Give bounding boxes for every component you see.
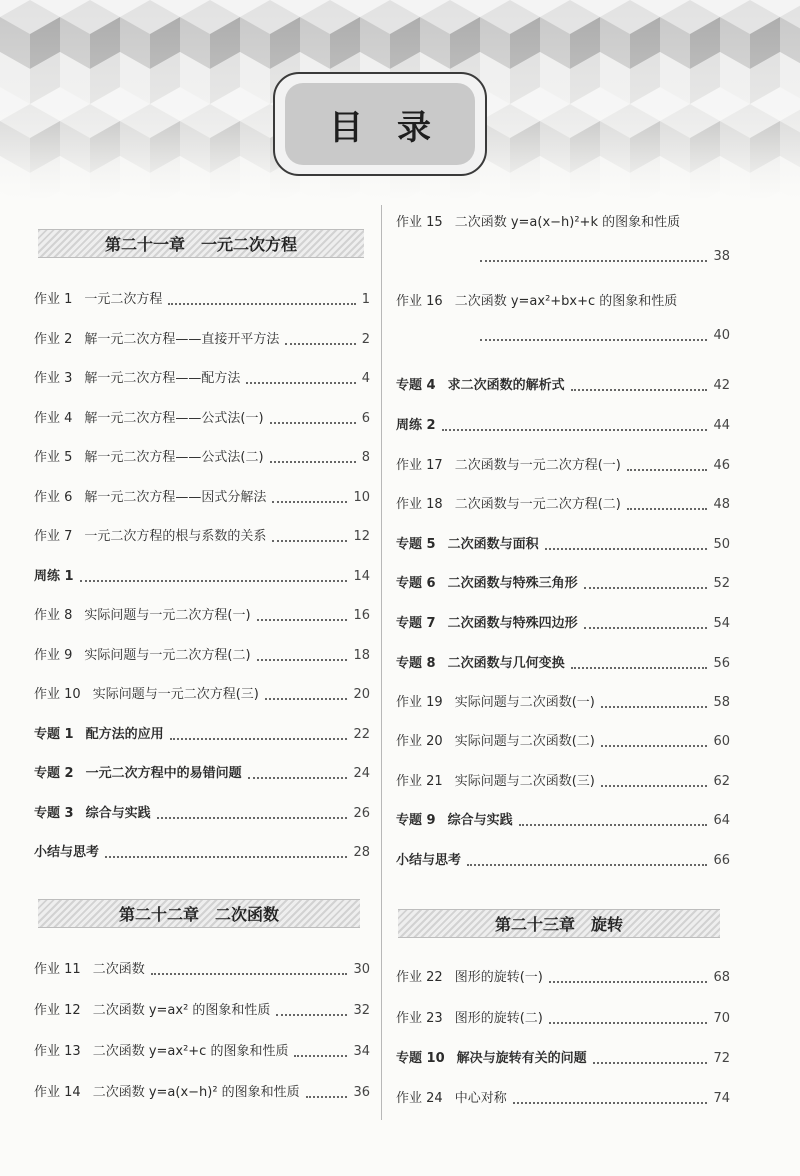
entry-page: 58: [713, 695, 730, 710]
dot-leader: [270, 422, 356, 424]
entry-number: 作业 8: [34, 608, 73, 623]
entry-title: 实际问题与二次函数(三): [454, 774, 595, 789]
toc-entry[interactable]: [34, 522, 370, 546]
entry-number: 作业 14: [34, 1085, 81, 1100]
entry-page: 20: [353, 687, 370, 702]
entry-page: 56: [713, 656, 730, 671]
dot-leader: [480, 339, 707, 341]
entry-page: 6: [361, 411, 370, 426]
dot-leader: [519, 824, 708, 826]
toc-entry[interactable]: [396, 1004, 730, 1028]
entry-page: 16: [353, 608, 370, 623]
entry-page: 30: [353, 962, 370, 977]
entry-page: 18: [353, 648, 370, 663]
dot-leader: [276, 1014, 347, 1016]
entry-number: 作业 6: [34, 490, 73, 505]
toc-entry[interactable]: [34, 1078, 370, 1102]
chapter-title: 第二十一章 一元二次方程: [104, 235, 297, 254]
entry-page: 66: [713, 853, 730, 868]
toc-entry[interactable]: [396, 1084, 730, 1108]
dot-leader: [571, 667, 708, 669]
entry-title: 二次函数 y=ax²+bx+c 的图象和性质: [454, 294, 678, 309]
entry-number: 作业 18: [396, 497, 443, 512]
entry-number: 专题 10: [396, 1051, 445, 1066]
entry-page: 1: [361, 292, 370, 307]
dot-leader: [627, 508, 708, 510]
entry-number: 专题 8: [396, 656, 436, 671]
entry-title: 综合与实践: [447, 813, 513, 828]
dot-leader: [105, 856, 347, 858]
toc-entry[interactable]: [34, 799, 370, 823]
entry-number: 作业 22: [396, 970, 443, 985]
right-toc-column: [396, 0, 730, 1176]
entry-title: 一元二次方程中的易错问题: [85, 766, 242, 781]
entry-title: 图形的旋转(二): [454, 1011, 543, 1026]
entry-page: 2: [361, 332, 370, 347]
toc-entry[interactable]: [34, 680, 370, 704]
entry-title: 二次函数 y=ax² 的图象和性质: [92, 1003, 271, 1018]
entry-page: 54: [713, 616, 730, 631]
entry-number: 作业 12: [34, 1003, 81, 1018]
dot-leader: [545, 548, 708, 550]
entry-title: 实际问题与一元二次方程(二): [84, 648, 251, 663]
entry-page: 22: [353, 727, 370, 742]
entry-page: 34: [353, 1044, 370, 1059]
entry-number: 小结与思考: [396, 853, 462, 868]
entry-title: 二次函数与特殊四边形: [447, 616, 578, 631]
entry-number: 作业 13: [34, 1044, 81, 1059]
dot-leader: [480, 260, 707, 262]
toc-entry[interactable]: [34, 285, 370, 309]
entry-number: 专题 7: [396, 616, 436, 631]
dot-leader: [513, 1102, 708, 1104]
dot-leader: [272, 540, 347, 542]
dot-leader: [270, 461, 356, 463]
entry-title: 二次函数 y=a(x−h)² 的图象和性质: [92, 1085, 300, 1100]
entry-title: 二次函数 y=ax²+c 的图象和性质: [92, 1044, 289, 1059]
entry-number: 周练 1: [34, 569, 74, 584]
dot-leader: [248, 777, 348, 779]
chapter-title: 第二十三章 旋转: [494, 915, 623, 934]
entry-title: 解一元二次方程——公式法(一): [84, 411, 264, 426]
entry-page: 42: [713, 378, 730, 393]
dot-leader: [257, 659, 348, 661]
entry-title: 综合与实践: [85, 806, 151, 821]
entry-page: 74: [713, 1091, 730, 1106]
toc-entry[interactable]: [34, 1037, 370, 1061]
dot-leader: [157, 817, 348, 819]
entry-page: 36: [353, 1085, 370, 1100]
toc-entry[interactable]: [396, 649, 730, 673]
entry-title: 图形的旋转(一): [454, 970, 543, 985]
toc-entry[interactable]: [34, 720, 370, 744]
toc-entry[interactable]: [396, 846, 730, 870]
toc-entry[interactable]: [396, 411, 730, 435]
toc-entry[interactable]: [396, 569, 730, 593]
entry-title: 一元二次方程: [84, 292, 163, 307]
entry-number: 作业 16: [396, 294, 443, 309]
entry-page: 44: [713, 418, 730, 433]
entry-page: 32: [353, 1003, 370, 1018]
entry-page: 62: [713, 774, 730, 789]
left-toc-column: [34, 0, 370, 1176]
entry-title: 解一元二次方程——配方法: [84, 371, 241, 386]
entry-title: 实际问题与一元二次方程(一): [84, 608, 251, 623]
toc-entry[interactable]: [34, 601, 370, 625]
toc-entry[interactable]: [396, 293, 730, 345]
entry-number: 专题 9: [396, 813, 436, 828]
dot-leader: [584, 587, 708, 589]
toc-entry[interactable]: [34, 838, 370, 862]
entry-page: 10: [353, 490, 370, 505]
dot-leader: [257, 619, 348, 621]
page-title: 目录: [329, 107, 465, 148]
column-divider: [381, 205, 382, 1120]
toc-entry[interactable]: [34, 759, 370, 783]
entry-number: 作业 15: [396, 215, 443, 230]
dot-leader: [246, 382, 355, 384]
toc-entry[interactable]: [396, 530, 730, 554]
entry-page: 26: [353, 806, 370, 821]
entry-number: 作业 7: [34, 529, 73, 544]
entry-page: 72: [713, 1051, 730, 1066]
dot-leader: [170, 738, 348, 740]
entry-title: 中心对称: [454, 1091, 507, 1106]
entry-number: 专题 1: [34, 727, 74, 742]
dot-leader: [306, 1096, 348, 1098]
toc-entry[interactable]: [396, 688, 730, 712]
toc-entry[interactable]: [34, 996, 370, 1020]
dot-leader: [467, 864, 707, 866]
entry-title: 一元二次方程的根与系数的关系: [84, 529, 267, 544]
entry-title: 二次函数与几何变换: [447, 656, 565, 671]
toc-entry[interactable]: [34, 955, 370, 979]
toc-entry[interactable]: [34, 562, 370, 586]
entry-page: 8: [361, 450, 370, 465]
dot-leader: [549, 981, 708, 983]
entry-title: 二次函数与一元二次方程(二): [454, 497, 621, 512]
entry-number: 作业 3: [34, 371, 73, 386]
dot-leader: [442, 429, 708, 431]
dot-leader: [593, 1062, 708, 1064]
entry-title: 实际问题与二次函数(一): [454, 695, 595, 710]
entry-title: 二次函数: [92, 962, 145, 977]
entry-number: 作业 24: [396, 1091, 443, 1106]
entry-title: 二次函数与一元二次方程(一): [454, 458, 621, 473]
toc-entry[interactable]: [396, 490, 730, 514]
entry-title: 解一元二次方程——因式分解法: [84, 490, 267, 505]
dot-leader: [80, 580, 348, 582]
dot-leader: [151, 973, 348, 975]
dot-leader: [601, 745, 708, 747]
toc-entry[interactable]: [396, 806, 730, 830]
entry-title: 解决与旋转有关的问题: [456, 1051, 587, 1066]
entry-title: 二次函数与面积: [447, 537, 539, 552]
toc-entry[interactable]: [396, 727, 730, 751]
dot-leader: [265, 698, 348, 700]
entry-number: 作业 19: [396, 695, 443, 710]
entry-page: 24: [353, 766, 370, 781]
toc-entry[interactable]: [396, 767, 730, 791]
entry-page: 52: [713, 576, 730, 591]
entry-number: 专题 5: [396, 537, 436, 552]
entry-number: 专题 3: [34, 806, 74, 821]
toc-entry[interactable]: [34, 443, 370, 467]
entry-page: 48: [713, 497, 730, 512]
entry-page: 64: [713, 813, 730, 828]
entry-number: 作业 9: [34, 648, 73, 663]
entry-number: 作业 20: [396, 734, 443, 749]
entry-title: 二次函数 y=a(x−h)²+k 的图象和性质: [454, 215, 681, 230]
toc-entry[interactable]: [396, 963, 730, 987]
toc-entry[interactable]: [396, 609, 730, 633]
entry-page: 40: [713, 328, 730, 343]
entry-number: 作业 23: [396, 1011, 443, 1026]
entry-number: 作业 2: [34, 332, 73, 347]
dot-leader: [285, 343, 355, 345]
dot-leader: [272, 501, 347, 503]
entry-page: 14: [353, 569, 370, 584]
toc-entry[interactable]: [34, 641, 370, 665]
dot-leader: [168, 303, 355, 305]
entry-number: 作业 1: [34, 292, 73, 307]
dot-leader: [571, 389, 708, 391]
toc-entry[interactable]: [396, 371, 730, 395]
entry-page: 70: [713, 1011, 730, 1026]
entry-page: 60: [713, 734, 730, 749]
entry-title: 配方法的应用: [85, 727, 164, 742]
dot-leader: [294, 1055, 347, 1057]
toc-entry[interactable]: [396, 214, 730, 266]
dot-leader: [584, 627, 708, 629]
chapter-title: 第二十二章 二次函数: [118, 905, 279, 924]
entry-title: 二次函数与特殊三角形: [447, 576, 578, 591]
entry-number: 作业 21: [396, 774, 443, 789]
entry-number: 专题 2: [34, 766, 74, 781]
entry-number: 专题 6: [396, 576, 436, 591]
toc-entry[interactable]: [34, 364, 370, 388]
toc-entry[interactable]: [396, 451, 730, 475]
dot-leader: [601, 706, 708, 708]
entry-page: 50: [713, 537, 730, 552]
entry-number: 专题 4: [396, 378, 436, 393]
entry-number: 作业 4: [34, 411, 73, 426]
toc-entry[interactable]: [34, 325, 370, 349]
entry-page: 38: [713, 249, 730, 264]
entry-number: 作业 17: [396, 458, 443, 473]
entry-number: 作业 11: [34, 962, 81, 977]
entry-number: 作业 5: [34, 450, 73, 465]
entry-page: 12: [353, 529, 370, 544]
entry-number: 小结与思考: [34, 845, 100, 860]
toc-entry[interactable]: [34, 404, 370, 428]
entry-title: 实际问题与一元二次方程(三): [92, 687, 259, 702]
entry-page: 46: [713, 458, 730, 473]
dot-leader: [601, 785, 708, 787]
dot-leader: [627, 469, 708, 471]
entry-title: 实际问题与二次函数(二): [454, 734, 595, 749]
dot-leader: [549, 1022, 708, 1024]
toc-entry[interactable]: [396, 1044, 730, 1068]
entry-title: 解一元二次方程——直接开平方法: [84, 332, 280, 347]
entry-page: 68: [713, 970, 730, 985]
entry-title: 求二次函数的解析式: [447, 378, 565, 393]
toc-entry[interactable]: [34, 483, 370, 507]
entry-title: 解一元二次方程——公式法(二): [84, 450, 264, 465]
entry-page: 4: [361, 371, 370, 386]
entry-page: 28: [353, 845, 370, 860]
entry-number: 周练 2: [396, 418, 436, 433]
entry-number: 作业 10: [34, 687, 81, 702]
